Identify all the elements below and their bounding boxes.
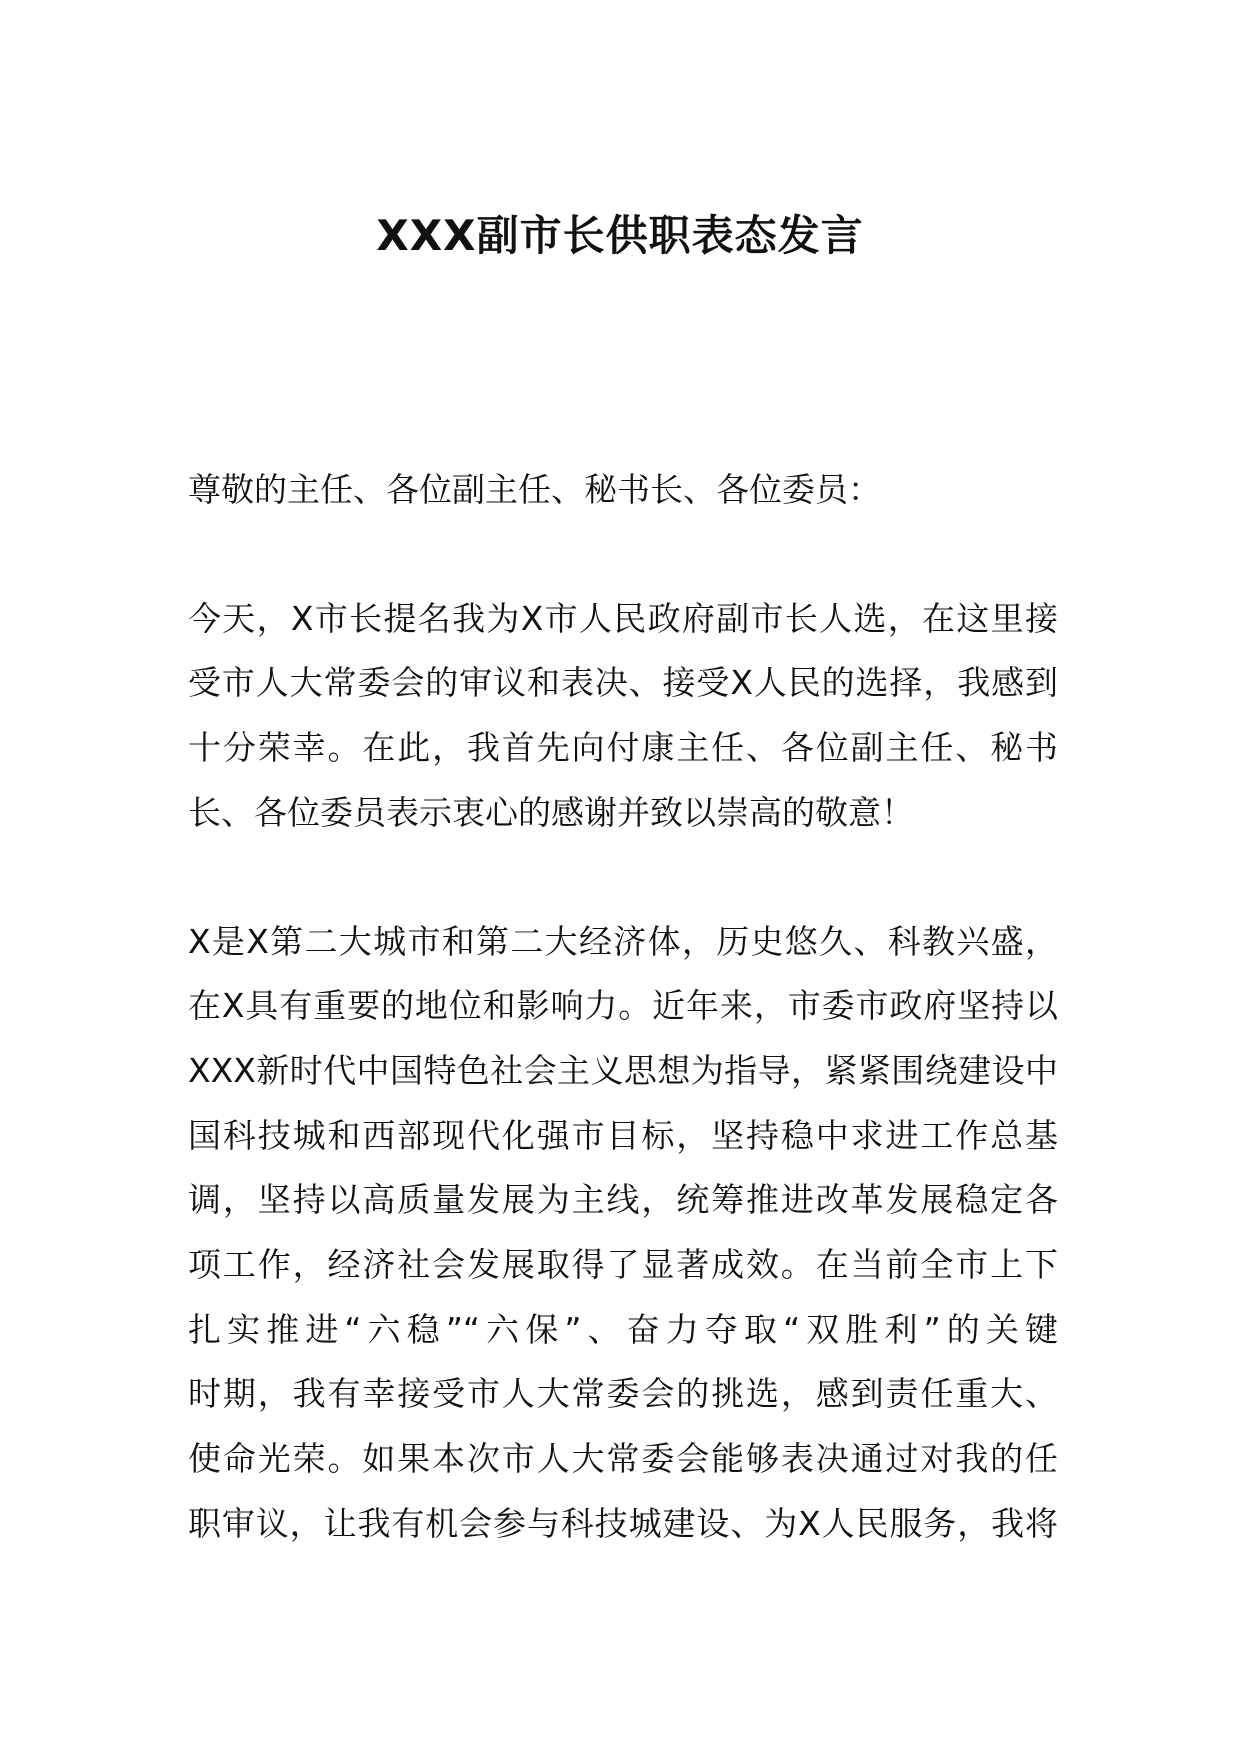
paragraph-2-line: 国科技城和西部现代化强市目标，坚持稳中求进工作总基 — [188, 1115, 1058, 1155]
salutation-line: 尊敬的主任、各位副主任、秘书长、各位委员： — [188, 470, 881, 509]
paragraph-2-line: XXX新时代中国特色社会主义思想为指导，紧紧围绕建设中 — [188, 1050, 1058, 1090]
salutation-paragraph — [188, 458, 1058, 523]
paragraph-2-line: 调，坚持以高质量发展为主线，统筹推进改革发展稳定各 — [188, 1180, 1058, 1220]
paragraph-2 — [188, 910, 1058, 1557]
paragraph-2-line: 时期，我有幸接受市人大常委会的挑选，感到责任重大、 — [188, 1374, 1058, 1414]
paragraph-2-line: X是X第二大城市和第二大经济体，历史悠久、科教兴盛， — [188, 921, 1058, 961]
paragraph-1-line: 十分荣幸。在此，我首先向付康主任、各位副主任、秘书 — [188, 728, 1058, 768]
document-body — [188, 458, 1058, 1621]
paragraph-1-line: 长、各位委员表示衷心的感谢并致以崇高的敬意！ — [188, 792, 914, 832]
paragraph-1-line: 受市人大常委会的审议和表决、接受X人民的选择，我感到 — [188, 663, 1058, 703]
paragraph-2-line: 项工作，经济社会发展取得了显著成效。在当前全市上下 — [188, 1245, 1058, 1285]
paragraph-2-line: 扎实推进“六稳”“六保”、奋力夺取“双胜利”的关键 — [188, 1309, 1058, 1349]
paragraph-1 — [188, 587, 1058, 846]
paragraph-1-line: 今天，X市长提名我为X市人民政府副市长人选，在这里接 — [188, 598, 1058, 638]
paragraph-2-line: 使命光荣。如果本次市人大常委会能够表决通过对我的任 — [188, 1439, 1058, 1479]
paragraph-2-line: 在X具有重要的地位和影响力。近年来，市委市政府坚持以 — [188, 986, 1058, 1026]
document-title: XXX副市长供职表态发言 — [376, 211, 864, 260]
paragraph-2-line: 职审议，让我有机会参与科技城建设、为X人民服务，我将 — [188, 1503, 1058, 1543]
